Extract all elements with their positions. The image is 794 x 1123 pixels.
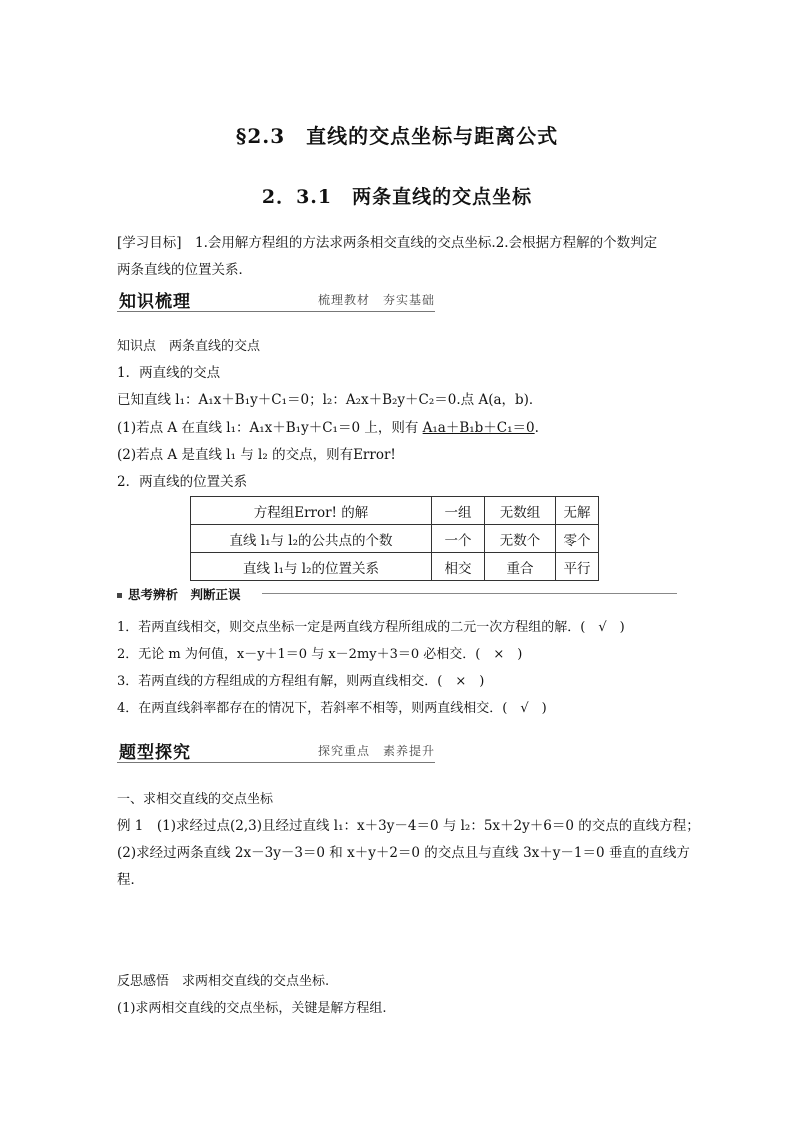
table-row: [191, 553, 599, 581]
think-divider: [262, 593, 677, 594]
reflection-point-1: (1)求两相交直线的交点坐标，关键是解方程组.: [117, 1001, 387, 1016]
think-header: [117, 585, 677, 603]
table-cell: 零个: [556, 525, 599, 553]
explore-banner-subtitle: 探究重点 素养提升: [317, 744, 435, 758]
section-title: 2．3.1 两条直线的交点坐标: [261, 186, 533, 208]
explore-banner: [117, 738, 435, 766]
objectives-line-1: [学习目标] 1.会用解方程组的方法求两条相交直线的交点坐标.2.会根据方程解的个数判定: [117, 235, 658, 251]
example-1-line-2: (2)求经过两条直线 2x－3y－3＝0 和 x＋y＋2＝0 的交点且与直线 3x＋y－1＝0 垂直的直线方: [117, 845, 690, 861]
table-cell: 无数个: [485, 525, 556, 553]
table-cell: 直线 l₁与 l₂的公共点的个数: [191, 525, 432, 553]
think-item-4: 4．在两直线斜率都存在的情况下，若斜率不相等，则两直线相交．( √ ): [117, 701, 547, 716]
question-1: [117, 416, 539, 436]
page-title: §2.3 直线的交点坐标与距离公式: [235, 124, 559, 148]
knowledge-banner: [117, 287, 435, 315]
knowledge-banner-title: 知识梳理: [119, 292, 191, 312]
think-item-2: 2．无论 m 为何值，x－y＋1＝0 与 x－2my＋3＝0 必相交．( × ): [117, 647, 523, 662]
knowledge-section-1: 1．两直线的交点: [117, 365, 221, 381]
table-cell: 相交: [432, 553, 485, 581]
given-lines: 已知直线 l₁：A₁x＋B₁y＋C₁＝0；l₂：A₂x＋B₂y＋C₂＝0.点 A(a，b)．: [117, 392, 543, 408]
objectives-line-2: 两条直线的位置关系．: [117, 262, 252, 278]
think-label: 思考辨析 判断正误: [128, 587, 241, 602]
table-cell: 直线 l₁与 l₂的位置关系: [191, 553, 432, 581]
table-cell: 方程组Error! 的解: [191, 497, 432, 525]
reflection-heading: 反思感悟 求两相交直线的交点坐标.: [117, 974, 330, 989]
square-bullet-icon: [117, 593, 122, 598]
knowledge-banner-subtitle: 梳理教材 夯实基础: [317, 293, 435, 307]
explore-banner-title: 题型探究: [119, 743, 191, 763]
banner-divider: [117, 311, 435, 312]
example-1-line-3: 程．: [117, 872, 144, 888]
relation-table: [190, 496, 599, 581]
table-cell: 重合: [485, 553, 556, 581]
table-cell: 无解: [556, 497, 599, 525]
example-1-line-1: 例 1 (1)求经过点(2,3)且经过直线 l₁：x＋3y－4＝0 与 l₂：5x＋2y＋6＝0 的交点的直线方程；: [117, 818, 700, 834]
knowledge-heading: 知识点 两条直线的交点: [117, 339, 261, 354]
table-cell: 无数组: [485, 497, 556, 525]
question-1-text: (1)若点 A 在直线 l₁：A₁x＋B₁y＋C₁＝0 上，则有: [117, 420, 423, 436]
banner-divider: [117, 762, 435, 763]
table-cell: 平行: [556, 553, 599, 581]
question-2: (2)若点 A 是直线 l₁ 与 l₂ 的交点，则有Error!: [117, 447, 396, 463]
think-item-3: 3．若两直线的方程组成的方程组有解，则两直线相交．( × ): [117, 674, 485, 689]
think-item-1: 1．若两直线相交，则交点坐标一定是两直线方程所组成的二元一次方程组的解．( √ ): [117, 620, 625, 635]
question-1-end: .: [534, 420, 539, 436]
explore-heading: 一、求相交直线的交点坐标: [117, 792, 274, 807]
question-1-answer: A₁a＋B₁b＋C₁＝0: [422, 420, 535, 436]
table-cell: 一个: [432, 525, 485, 553]
table-row: [191, 525, 599, 553]
table-row: [191, 497, 599, 525]
table-cell: 一组: [432, 497, 485, 525]
knowledge-section-2: 2．两直线的位置关系: [117, 474, 248, 490]
